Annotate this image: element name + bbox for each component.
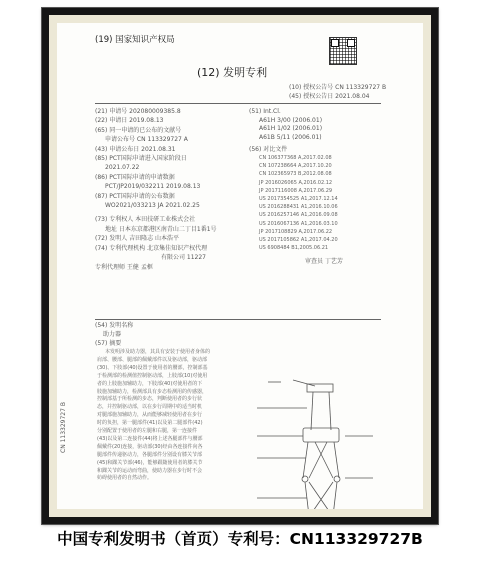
abstract-line: 和踝关节的运动而弯曲，使助力器在步行时不会	[97, 467, 203, 474]
abstract-line: 腿部件传递驱动力，各腿部件分别设有膝关节部	[97, 451, 203, 458]
cited-reference: JP 2017116008 A,2017.06.29	[259, 187, 333, 194]
invention-title: 助力器	[103, 331, 122, 338]
office-header	[95, 36, 175, 46]
patentee-field: 地址 日本东京都港区南青山二丁目1番1号	[105, 225, 217, 233]
cited-reference: CN 102365973 B,2012.08.08	[259, 171, 332, 178]
patentee-field: 有限公司 11227	[161, 254, 206, 262]
abstract-line: 控制部基于所检测的步态，判断使用者的步行状	[97, 396, 203, 403]
header-divider	[95, 103, 381, 104]
bibliographic-field: (85) PCT国际申请进入国家阶段日	[95, 155, 187, 162]
cited-reference: CN 107238664 A,2017.10.20	[259, 163, 332, 170]
side-publication-code: CN 113329727 B	[60, 402, 67, 453]
qr-code-icon	[329, 37, 357, 65]
patentee-field: (74) 专利代理机构 北京集佳知识产权代理	[95, 244, 208, 252]
document-type	[197, 67, 267, 80]
publication-date: (45) 授权公告日 2021.08.04	[289, 93, 370, 100]
cited-reference: JP 2016026065 A,2016.02.12	[259, 179, 333, 186]
abstract-line: 分别配置于使用者的左腿和右腿，第一连接件	[97, 428, 198, 434]
bibliographic-field: (22) 申请日 2019.08.13	[95, 117, 164, 125]
patentee-field: 专利代理师 王健 孟框	[95, 264, 153, 271]
abstract-line: 于检测部的检测值控制驱动部，上肢部(10)对使用	[97, 372, 208, 379]
abstract-line: 时的负担，第一腿部件(41)以及第二腿部件(42)	[97, 420, 203, 427]
representative-drawing	[253, 378, 379, 509]
bibliographic-field: (86) PCT国际申请的申请数据	[95, 173, 175, 181]
abstract-line: (45)和踝关节部(46)，能够跟随使用者的膝关节	[97, 459, 203, 466]
office-name: 国家知识产权局	[115, 35, 175, 45]
cited-reference: JP 2017108829 A,2017.06.22	[259, 228, 333, 235]
drawing-knee-left	[302, 476, 308, 482]
bibliographic-field: 2021.07.22	[105, 164, 140, 172]
patentee-field: (73) 专利权人 本田技研工业株式会社	[95, 216, 196, 223]
cited-reference: US 2016288431 A1,2016.10.06	[259, 204, 338, 211]
doc-code: (12)	[197, 66, 220, 79]
bibliographic-field: (65) 同一申请的已公布的文献号	[95, 126, 182, 134]
cited-reference: US 2017354525 A1,2017.12.14	[259, 196, 338, 202]
examiner-name: 审查员 丁艺芳	[305, 258, 343, 265]
drawing-knee-right	[334, 476, 340, 482]
abstract-line: 肩部、腰部、腿部的佩戴部件以及驱动部，驱动部	[97, 356, 208, 363]
abstract-line: (30)、下肢部(40)设置于使用者的腰部，控制部基	[97, 364, 208, 371]
bibliographic-field: (43) 申请公布日 2021.08.31	[95, 145, 176, 153]
title-label: (54) 发明名称	[95, 322, 134, 329]
middle-divider	[95, 319, 381, 320]
patentee-field: (72) 发明人 吉田隆志 山本浩平	[95, 235, 180, 243]
references-title: (56) 对比文件	[249, 146, 288, 153]
drawing-shin-right	[333, 482, 337, 509]
image-caption: 中国专利发明书（首页）专利号：CN113329727B	[57, 530, 423, 548]
patent-first-page	[57, 23, 423, 509]
abstract-line: 肢施加辅助力，检测部具有步态检测用的传感器，	[97, 388, 208, 395]
bibliographic-field: (87) PCT国际申请的公布数据	[95, 192, 175, 200]
cited-reference: US 2017105862 A1,2017.04.20	[259, 237, 338, 243]
cited-reference: CN 106377368 A,2017.02.08	[259, 155, 332, 161]
abstract-line: 妨碍使用者的自然动作。	[97, 475, 153, 482]
drawing-thigh-right	[334, 442, 339, 478]
abstract-line: 佩戴件(20)连接，驱动部(30)经由各连接件向各	[97, 443, 203, 450]
classification-entry: (51) Int.Cl.	[249, 108, 281, 115]
classification-entry: A61B 5/11 (2006.01)	[259, 133, 322, 141]
drawing-shin-left	[305, 482, 309, 509]
abstract-line: 本发明涉及助力器，其具有安装于使用者身体的	[105, 349, 211, 355]
classification-entry: A61H 3/00 (2006.01)	[259, 116, 323, 124]
drawing-waist-unit	[303, 428, 339, 442]
drawing-back-frame-right	[329, 392, 331, 430]
abstract-line: (43)以及第二连接件(44)将上述各腿部件与腰部	[97, 435, 203, 442]
office-code: (19)	[95, 35, 113, 45]
doc-type-label: 发明专利	[223, 66, 268, 79]
cited-reference: US 2016257146 A1,2016.09.08	[259, 212, 338, 219]
bibliographic-field: WO2021/033213 JA 2021.02.25	[105, 202, 200, 209]
cited-reference: US 2016067136 A1,2016.03.10	[259, 220, 338, 227]
drawing-shin-cross-b	[311, 482, 333, 509]
abstract-line: 态，并控制驱动部，以在步行周期中的适当时机	[97, 404, 203, 411]
abstract-line: 对腿部施加辅助力，从而能够减轻使用者在步行	[97, 412, 203, 419]
abstract-line: 者的上肢施加辅助力，下肢部(40)对使用者的下	[97, 380, 203, 387]
drawing-thigh-left	[303, 442, 308, 478]
bibliographic-field: (21) 申请号 202080009385.8	[95, 108, 181, 115]
drawing-shoulder-strap	[293, 380, 315, 386]
classification-entry: A61H 1/02 (2006.01)	[259, 125, 323, 133]
cited-reference: US 6908484 B1,2005.06.21	[259, 245, 329, 252]
bibliographic-field: PCT/JP2019/032211 2019.08.13	[105, 183, 201, 191]
certificate-frame	[42, 8, 438, 524]
bibliographic-field: 申请公布号 CN 113329727 A	[105, 136, 188, 144]
drawing-back-frame-left	[311, 392, 313, 430]
abstract-label: (57) 摘要	[95, 340, 122, 347]
drawing-shin-cross-a	[309, 482, 331, 509]
publication-number: (10) 授权公告号 CN 113329727 B	[289, 84, 387, 91]
